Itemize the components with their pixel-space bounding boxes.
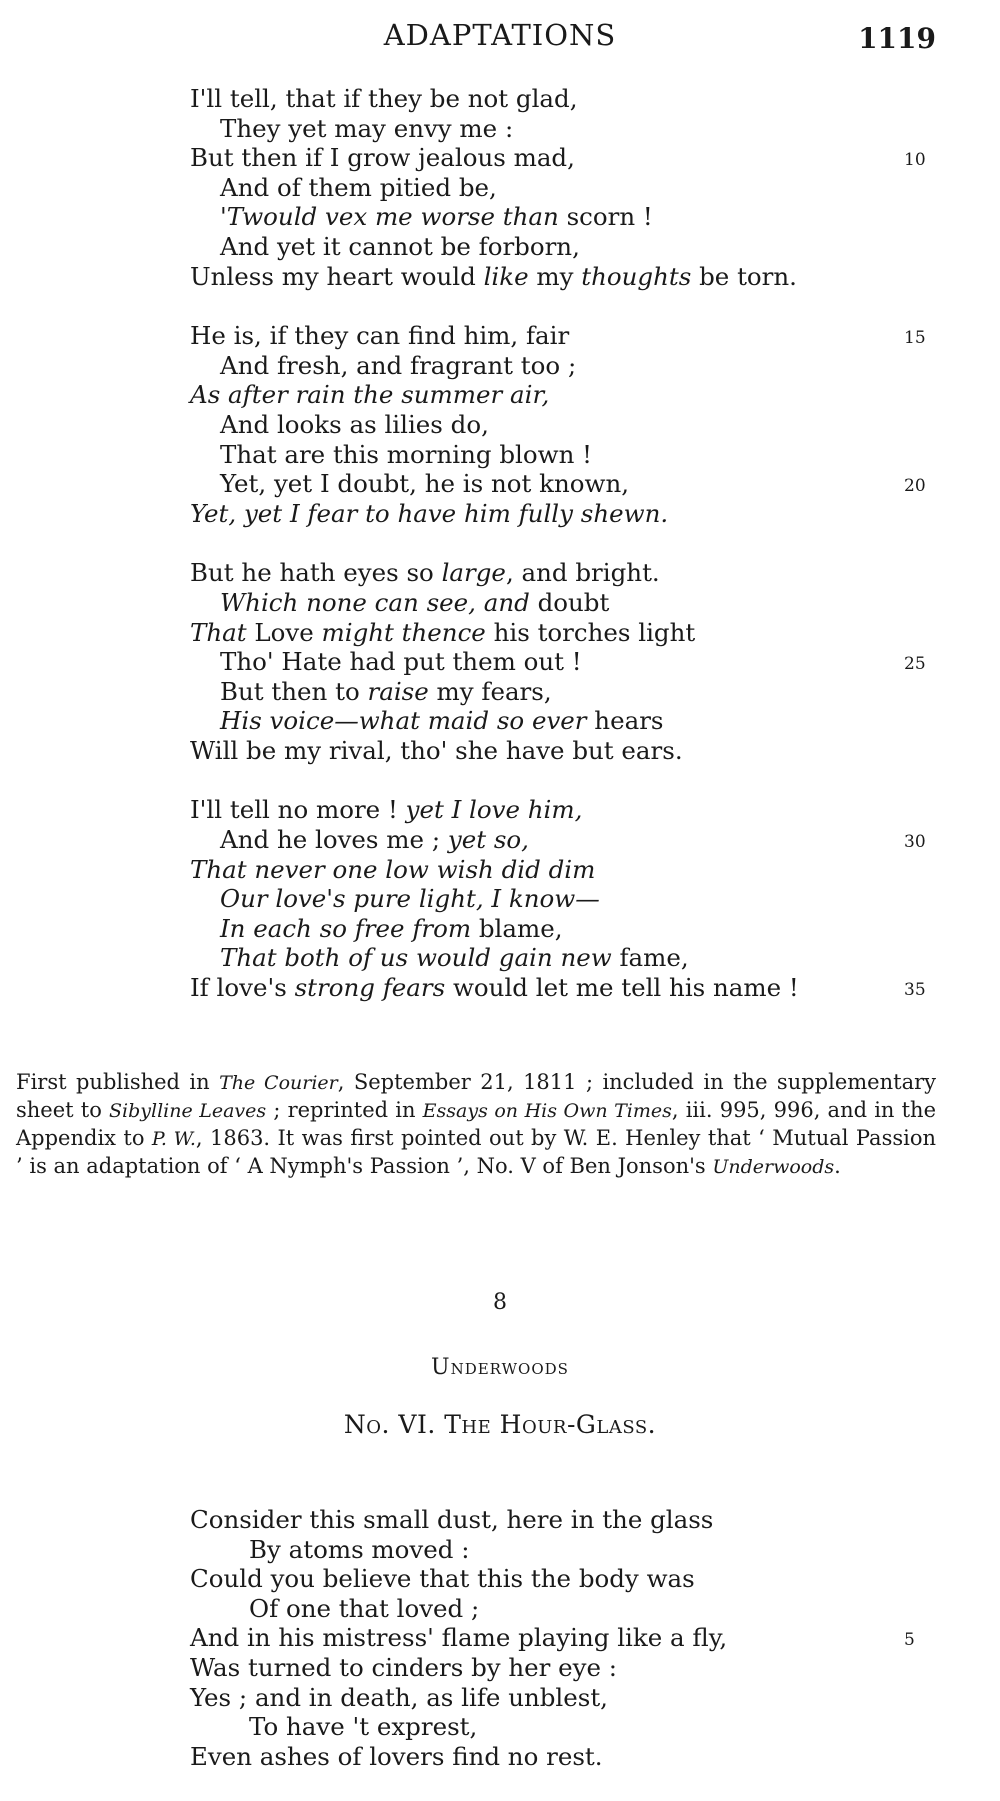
- text-run: Unless my heart would: [190, 261, 484, 291]
- poem-mutual-passion: [190, 84, 950, 1003]
- text-run: .: [834, 1154, 841, 1178]
- line-number: 25: [904, 654, 926, 675]
- italic-text: As after rain the summer air,: [190, 380, 550, 410]
- page-number: 1119: [858, 22, 936, 55]
- verse-line: [190, 114, 950, 144]
- stanza-break: [190, 528, 950, 558]
- stanza-break: [190, 765, 950, 795]
- verse-line: [190, 855, 950, 885]
- stanza-break: [190, 291, 950, 321]
- line-number: 20: [904, 476, 926, 497]
- verse-line: [190, 143, 950, 173]
- text-run: That are this morning blown !: [220, 439, 592, 469]
- verse-line: [190, 677, 950, 707]
- text-run: And in his mistress' flame playing like a fly,: [190, 1623, 728, 1653]
- verse-line: [190, 499, 950, 529]
- verse-line: [190, 736, 950, 766]
- text-run: If love's: [190, 973, 295, 1003]
- verse-line: [190, 262, 950, 292]
- verse-line: [190, 1594, 950, 1624]
- text-run: fame,: [611, 943, 689, 973]
- text-run: I'll tell no more !: [190, 795, 406, 825]
- text-run: Consider this small dust, here in the glass: [190, 1505, 714, 1534]
- verse-line: [190, 825, 950, 855]
- italic-text: That both of us would gain new: [220, 943, 612, 973]
- verse-line: [190, 1653, 950, 1683]
- italic-text: Essays on His Own Times: [422, 1100, 672, 1122]
- text-run: And looks as lilies do,: [220, 409, 489, 439]
- text-run: I'll tell, that if they be not glad,: [190, 84, 578, 113]
- text-run: By atoms moved :: [249, 1534, 470, 1564]
- italic-text: That: [190, 617, 247, 647]
- text-run: my fears,: [428, 676, 552, 706]
- text-run: would let me tell his name !: [445, 973, 799, 1003]
- italic-text: The Courier: [219, 1072, 338, 1094]
- verse-line: [190, 1623, 950, 1653]
- verse-line: [190, 351, 950, 381]
- section-number: 8: [493, 1290, 507, 1315]
- italic-text: Underwoods: [712, 1156, 835, 1178]
- verse-line: [190, 914, 950, 944]
- text-run: Will be my rival, tho' she have but ears.: [190, 735, 683, 765]
- verse-line: [190, 321, 950, 351]
- poem-hour-glass: [190, 1505, 950, 1771]
- verse-line: [190, 173, 950, 203]
- text-run: doubt: [529, 587, 610, 617]
- text-run: Yes ; and in death, as life unblest,: [190, 1682, 608, 1712]
- italic-text: 'Twould vex me worse than: [220, 202, 559, 232]
- section-title: Underwoods: [431, 1355, 569, 1380]
- verse-line: [190, 1535, 950, 1565]
- verse-line: [190, 588, 950, 618]
- text-run: scorn !: [558, 202, 653, 232]
- text-run: , and bright.: [505, 558, 660, 588]
- text-run: Even ashes of lovers find no rest.: [190, 1741, 603, 1771]
- verse-line: [190, 1564, 950, 1594]
- italic-text: Sibylline Leaves: [109, 1100, 267, 1122]
- text-run: And fresh, and fragrant too ;: [220, 350, 577, 380]
- text-run: First published in: [16, 1070, 220, 1094]
- italic-text: Which none can see, and: [220, 587, 530, 617]
- poem-subtitle: No. VI. The Hour-Glass.: [343, 1410, 657, 1439]
- verse-line: [190, 706, 950, 736]
- verse-line: [190, 647, 950, 677]
- running-title: ADAPTATIONS: [383, 18, 617, 52]
- italic-text: raise: [367, 676, 429, 706]
- italic-text: yet so,: [447, 825, 529, 855]
- line-number: 5: [904, 1630, 915, 1651]
- verse-line: [190, 469, 950, 499]
- text-run: , iii. 995, 996, and in the Appendix to: [16, 1098, 936, 1150]
- verse-line: [190, 1712, 950, 1742]
- line-number: 10: [904, 150, 926, 171]
- verse-line: [190, 380, 950, 410]
- italic-text: His voice—what maid so ever: [220, 706, 587, 736]
- text-run: my: [528, 261, 582, 291]
- line-number: 30: [904, 832, 926, 853]
- italic-text: might thence: [321, 617, 486, 647]
- italic-text: Yet, yet I fear to have him fully shewn.: [190, 498, 669, 528]
- italic-text: large: [441, 558, 506, 588]
- verse-line: [190, 943, 950, 973]
- verse-line: [190, 973, 950, 1003]
- italic-text: Our love's pure light, I know—: [220, 884, 600, 914]
- verse-line: [190, 1505, 950, 1535]
- text-run: , September 21, 1811 ; included in the supplementary sheet to: [16, 1070, 936, 1122]
- text-run: Of one that loved ;: [249, 1593, 480, 1623]
- line-number: 35: [904, 980, 926, 1001]
- text-run: Was turned to cinders by her eye :: [190, 1652, 618, 1682]
- verse-line: [190, 618, 950, 648]
- text-run: Yet, yet I doubt, he is not known,: [220, 469, 630, 499]
- text-run: Could you believe that this the body was: [190, 1564, 695, 1594]
- verse-line: [190, 795, 950, 825]
- italic-text: thoughts: [581, 261, 692, 291]
- text-run: And he loves me ;: [220, 825, 448, 855]
- text-run: hears: [586, 706, 664, 736]
- italic-text: In each so free from: [220, 913, 472, 943]
- verse-line: [190, 1742, 950, 1772]
- text-run: But then to: [220, 676, 368, 706]
- italic-text: yet I love him,: [405, 795, 583, 825]
- text-run: He is, if they can find him, fair: [190, 321, 570, 351]
- text-run: blame,: [471, 913, 563, 943]
- verse-line: [190, 558, 950, 588]
- text-run: be torn.: [691, 261, 797, 291]
- italic-text: like: [483, 261, 529, 291]
- verse-line: [190, 440, 950, 470]
- text-run: They yet may envy me :: [220, 113, 514, 143]
- text-run: And yet it cannot be forborn,: [220, 231, 580, 261]
- text-run: his torches light: [485, 617, 696, 647]
- text-run: Tho' Hate had put them out !: [220, 647, 582, 677]
- line-number: 15: [904, 328, 926, 349]
- text-run: But he hath eyes so: [190, 558, 442, 588]
- verse-line: [190, 232, 950, 262]
- verse-line: [190, 84, 950, 114]
- editorial-note: [16, 1069, 936, 1181]
- verse-line: [190, 1683, 950, 1713]
- italic-text: That never one low wish did dim: [190, 854, 596, 884]
- verse-line: [190, 410, 950, 440]
- text-run: And of them pitied be,: [220, 172, 497, 202]
- verse-line: [190, 884, 950, 914]
- italic-text: P. W.: [151, 1128, 196, 1150]
- text-run: To have 't exprest,: [249, 1712, 478, 1742]
- verse-line: [190, 202, 950, 232]
- text-run: ; reprinted in: [266, 1098, 423, 1122]
- text-run: But then if I grow jealous mad,: [190, 143, 575, 173]
- italic-text: strong fears: [294, 973, 446, 1003]
- text-run: Love: [246, 617, 322, 647]
- text-run: , 1863. It was first pointed out by W. E. Henley that ‘ Mutual Passion ’ is an adaptation of ‘ A Nymph's Passion ’, No. V of Ben Jonson's: [16, 1126, 937, 1178]
